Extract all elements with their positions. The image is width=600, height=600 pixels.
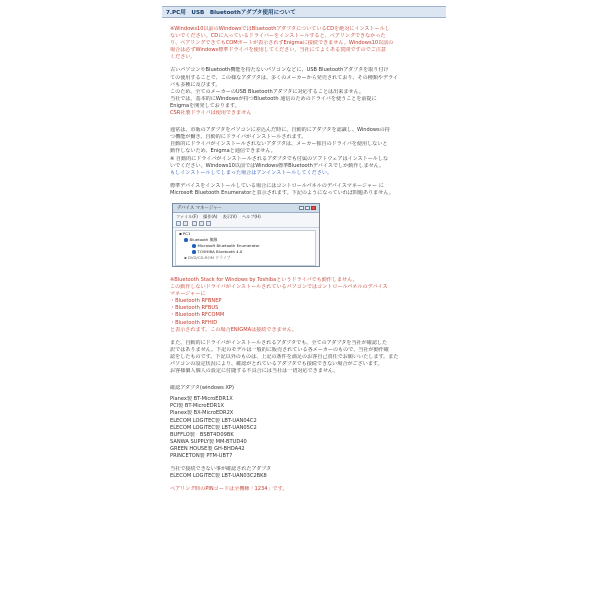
device-tree	[175, 230, 316, 266]
tree-category-bluetooth: Bluetooth 無線	[184, 237, 217, 242]
toshiba-stack-warning	[170, 277, 440, 334]
paragraph-line: 通常は、市販のアダプタをパソコンに差込んだ時に、自動的にアダプタを認識し、Windowsの持	[170, 127, 390, 134]
back-icon	[176, 221, 181, 226]
adapter-item: ELECOM LOGITEC製 LBT-UAN05C2	[170, 424, 257, 431]
paragraph-line: つ機能が働き、自動的にドライバがインストールされます。	[170, 134, 307, 141]
menu-file: ファイル(F)	[176, 213, 198, 219]
warning-line: ※Windows10以前のWindowsではBluetoothアダプタについているCDを絶対にインストールし	[170, 26, 390, 32]
about-adapters-paragraph	[170, 67, 440, 117]
pin-note: ペアリング時のPINコードは全機種「1234」です。	[170, 486, 288, 493]
unusable-heading: 当社で接続できない事が確認されたアダプタ	[170, 466, 272, 473]
adapter-item: ELECOM LOGITEC製 LBT-UAN03C2BK8	[170, 473, 267, 480]
paragraph-line: お客様個人個人の設定に付随する不具合には当社は一切対応できません。	[170, 368, 339, 375]
pin-note-block	[170, 486, 440, 493]
adapter-item: Planex製 BX-MicroEDR2X	[170, 410, 234, 417]
close-icon	[311, 206, 316, 210]
paragraph-line: バも多種に及びます。	[170, 81, 221, 88]
csr-warning: CSR社製ドライバは使用できません	[170, 110, 252, 117]
unusable-adapters	[170, 466, 440, 480]
adapter-item: PCI製 BT-MicroEDR1X	[170, 403, 224, 410]
uninstall-note: もしインストールしてしまった場合はアンインストールしてください。	[170, 169, 333, 176]
paragraph-line: いでください。Windows10以前ではWindows標準Bluetoothデバイスでしか動作しません。	[170, 162, 385, 169]
paragraph-line: Microsoft Bluetooth Enumeratorと表示されます。下記のようになっていれば問題ありません。	[170, 189, 394, 196]
section-title: 7.PC用 USB Bluetoothアダプタ使用について	[162, 6, 446, 18]
maximize-icon	[305, 206, 310, 210]
device-manager-screenshot	[172, 203, 320, 267]
adapter-item: BUFFLO製 BSBT4D09BK	[170, 431, 234, 438]
disclaimer-paragraph	[170, 340, 440, 375]
device-manager-menubar	[173, 213, 319, 220]
paragraph-line: このため、全てのメーカーのUSB Bluetoothアダプタに対応することは出来ません。	[170, 88, 364, 95]
warning-line: ※Bluetooth Stack for Windows by Toshibaというドライバでも動作しません。	[170, 276, 358, 283]
menu-help: ヘルプ(H)	[242, 213, 261, 219]
auto-install-paragraph	[170, 127, 440, 177]
paragraph-line: 当社では、基本的にWindowsが持つBluetooth 通信のためのドライバを使うことを前提に	[170, 95, 377, 102]
paragraph-line: 動作しないため、Enigmaと通信できません。	[170, 148, 276, 155]
help-icon	[199, 221, 204, 226]
paragraph-line: 認をしたものです。下記以外のものは、上記の条件を満足のお客自己責任でお願いいたします。また	[170, 353, 399, 360]
paragraph-line: 標準デバイスをインストールしている場合にはコントロールパネルのデバイスマネージャー に	[170, 182, 384, 189]
device-manager-paragraph	[170, 183, 440, 197]
forward-icon	[183, 221, 188, 226]
paragraph-line: 古いパソコンやBluetooth機能を持たないパソコンなどに、USB Bluetoothアダプタを取り付け	[170, 67, 389, 74]
warning-line: り、ペアリングできてもCOMポートが表示されずEnigmaに接続できません。Windows10以前の	[170, 40, 394, 47]
paragraph-line: 訳ではありません。下記のモデルは一般的に販売されている各メーカーのもので、当社が動作確	[170, 346, 389, 353]
warning-line: 場合は必ずWindows標準ドライバを使用してください。当社にてよくある質問ですのでご注意	[170, 47, 387, 54]
confirmed-heading: 確認アダプタ(windows XP)	[170, 385, 234, 392]
device-manager-toolbar	[173, 220, 319, 228]
adapter-item: ELECOM LOGITEC製 LBT-UAN04C2	[170, 417, 257, 424]
adapter-item: PRINCETON製 PTM-UBT7	[170, 453, 233, 460]
warning-line: マネージャーに	[170, 291, 206, 298]
tree-item: Microsoft Bluetooth Enumerator	[192, 243, 260, 248]
adapter-item: GREEN HOUSE製 GH-BHDA42	[170, 445, 245, 452]
tree-item: TOSHIBA Bluetooth 4.0	[192, 249, 242, 254]
bluetooth-icon	[192, 250, 196, 254]
minimize-icon	[299, 206, 304, 210]
scan-icon	[206, 221, 211, 226]
warning-line: と表示されます。この場合ENIGMAは接続できません。	[170, 326, 298, 333]
paragraph-line: 自動的にドライバがインストールされないアダプタは、メーカー独自のドライバを使用しないと	[170, 141, 388, 148]
device-manager-title: デバイス マネージャー	[173, 204, 319, 213]
computer-icon: ▪	[179, 230, 183, 236]
paragraph-line: Enigmaを開発しております。	[170, 102, 240, 109]
properties-icon	[192, 221, 197, 226]
paragraph-line: また、自動的にドライバがインストールされるアダプタでも、全てのアダプタを当社が確認した	[170, 339, 388, 346]
tree-category-dvd: ▪ DVD/CD-ROM ドライブ	[184, 254, 231, 260]
warning-line: ・Bluetooth RFCOMM	[170, 312, 225, 319]
menu-action: 操作(A)	[203, 213, 218, 219]
bluetooth-icon	[192, 244, 196, 248]
adapter-item: Planex製 BT-MicroEDR1X	[170, 396, 233, 403]
warning-cd-driver	[170, 26, 440, 61]
menu-view: 表示(V)	[222, 213, 237, 219]
warning-line: ・Bluetooth RFHID	[170, 319, 218, 326]
paragraph-line: パソコンの設定状況により、確認がとれているアダプタでも接続できない場合がございます。	[170, 361, 383, 367]
warning-line: ください。	[170, 54, 196, 61]
paragraph-line: ※ 自動的にドライバがインストールされるアダプタでも付属のソフトウェアはインストールしな	[170, 155, 389, 162]
warning-line: この動作しないドライバがインストールされているパソコンではコントロールパネルのデバイス	[170, 284, 388, 291]
bluetooth-icon	[184, 238, 188, 242]
dvd-icon: ▪	[184, 254, 188, 260]
tree-root: ▪ PC1	[179, 230, 191, 236]
adapter-item: SANWA SUPPLY製 MM-BTUD40	[170, 438, 247, 445]
warning-line: ないでください。CDに入っているドライバーをインストールすると、ペアリングできなかった	[170, 33, 386, 40]
warning-line: ・Bluetooth RFBUS	[170, 305, 219, 312]
warning-line: ・Bluetooth RFBNEP	[170, 298, 222, 305]
article-body	[170, 26, 440, 499]
confirmed-adapters	[170, 385, 440, 460]
paragraph-line: ての使用することで、この様なアダプタは、多くのメーカーから発売されており、その種類やデライ	[170, 74, 399, 81]
